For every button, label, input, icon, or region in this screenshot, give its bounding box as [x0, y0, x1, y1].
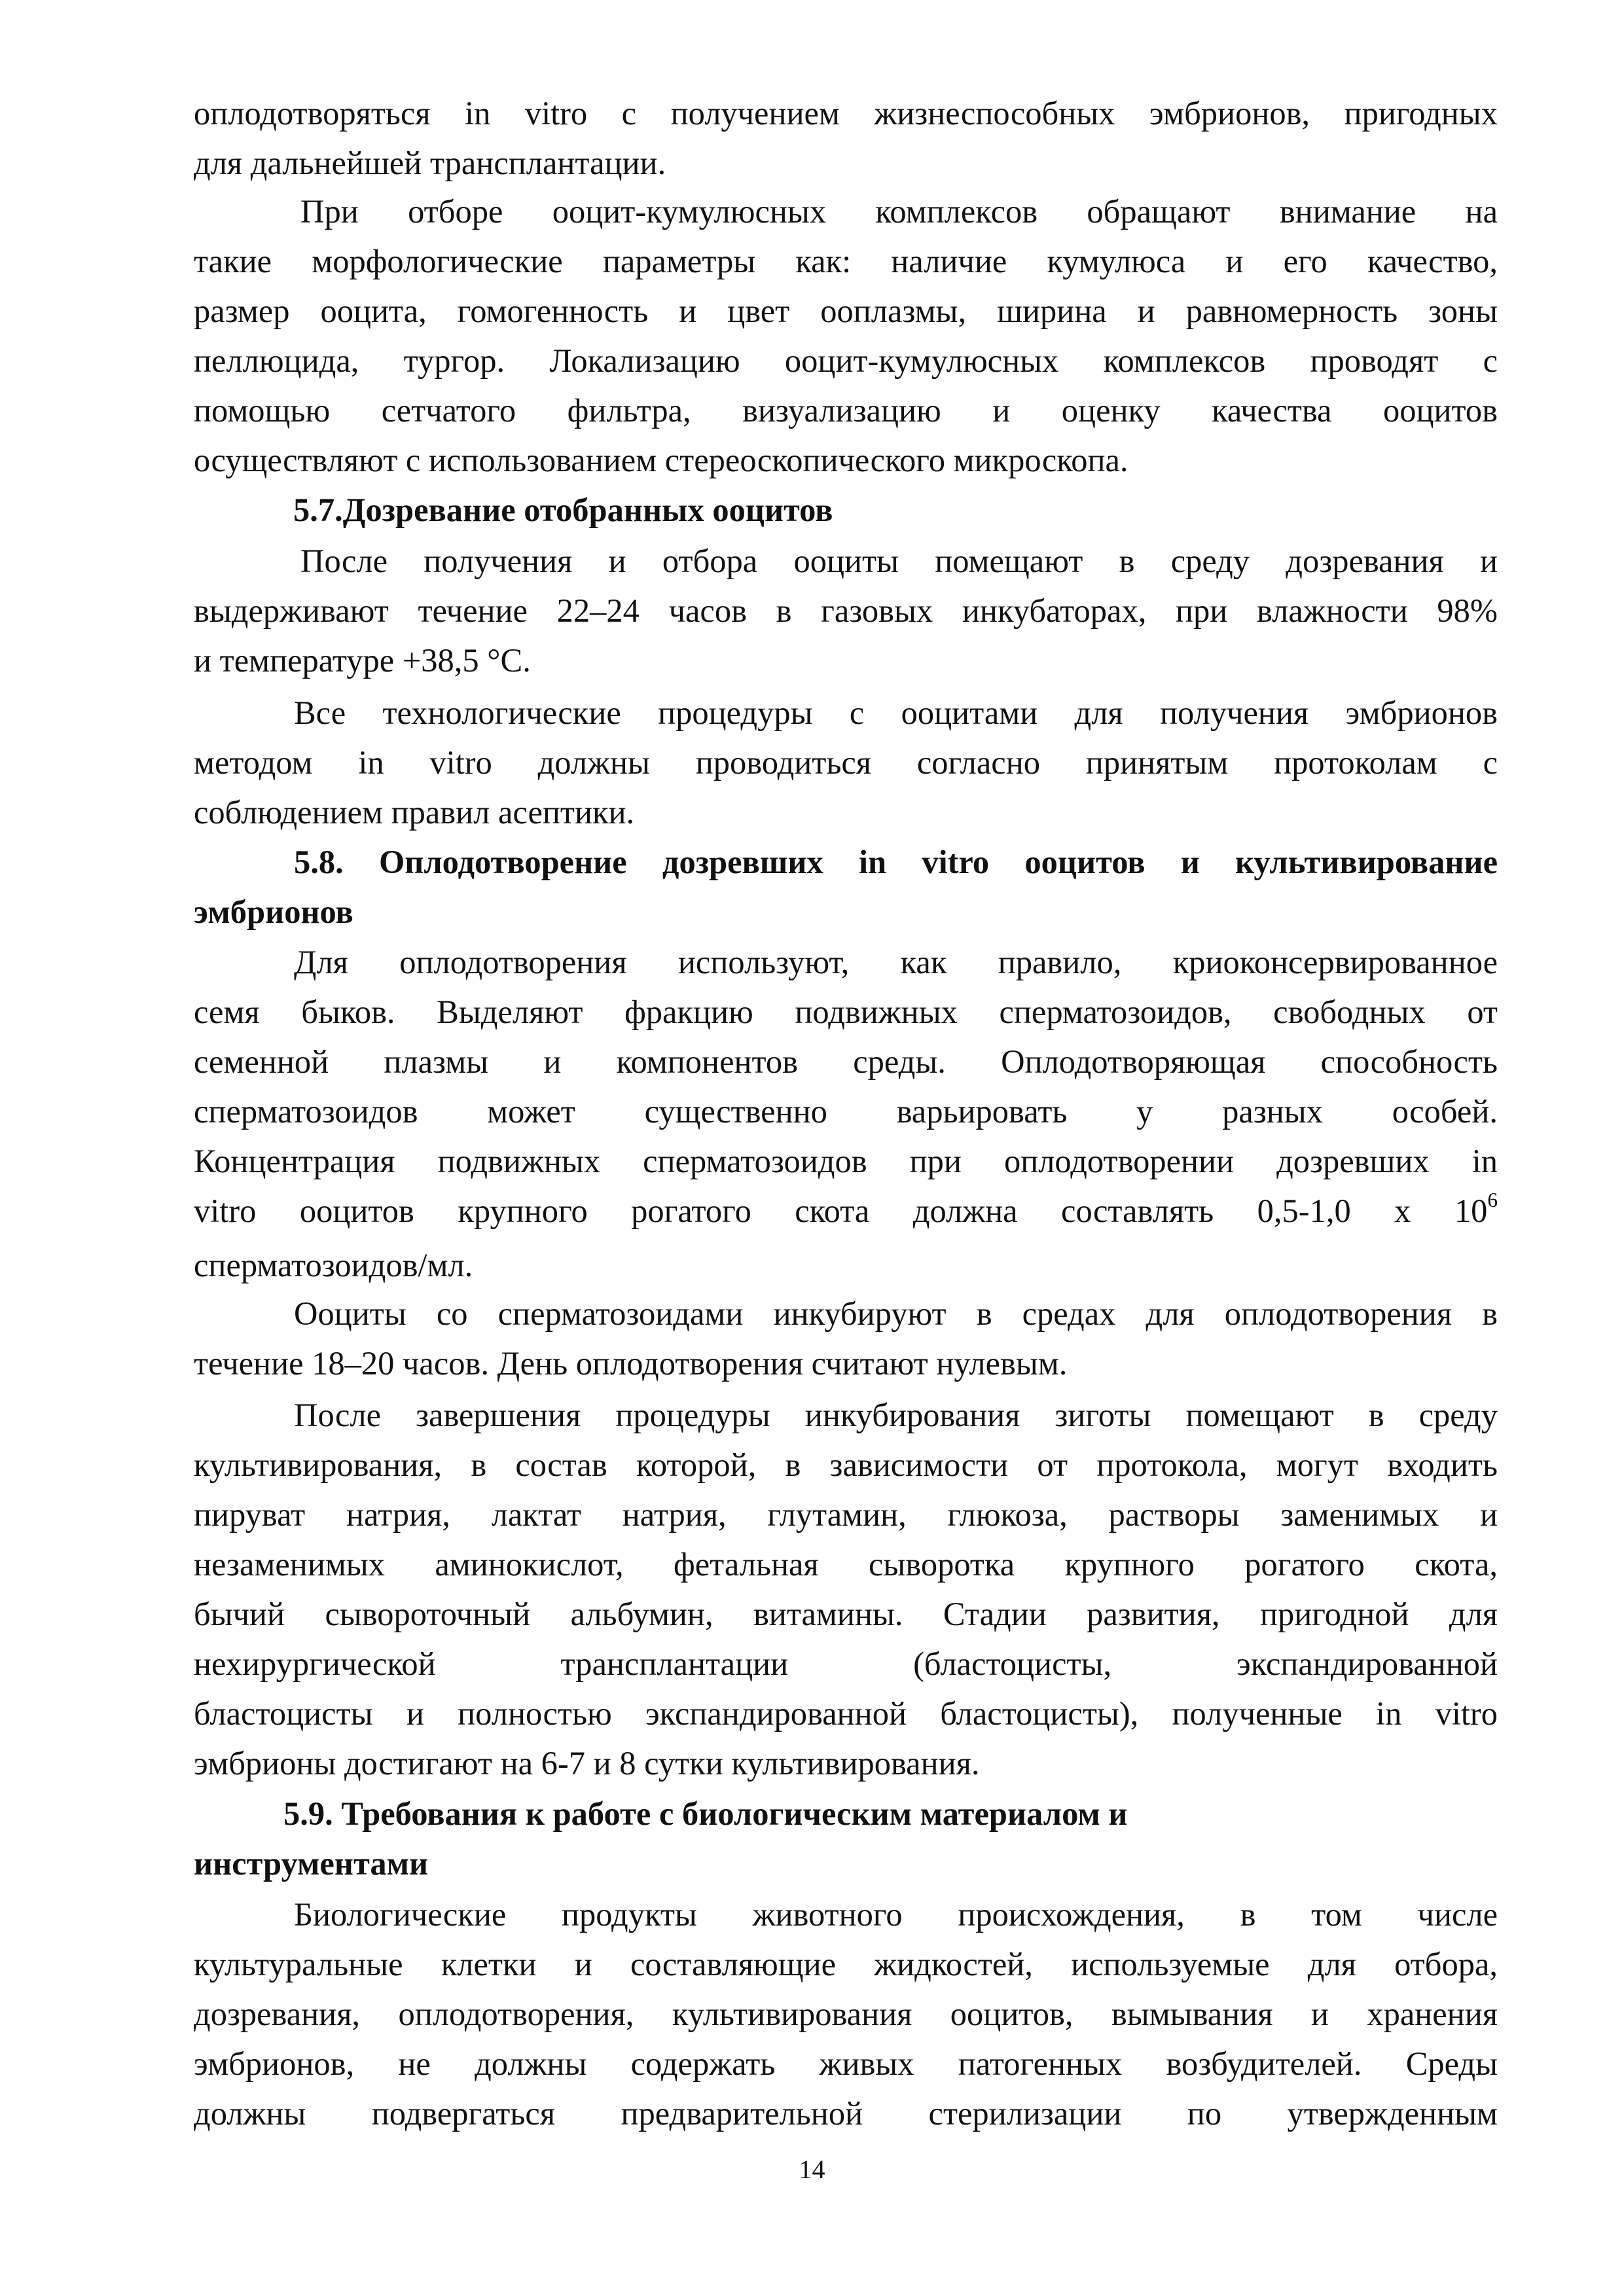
text-line: выдерживают течение 22–24 часов в газовых инкубаторах, при влажности 98%	[194, 592, 1498, 629]
paragraph-bio-material	[194, 1890, 1498, 2138]
paragraph-incubation	[194, 1289, 1498, 1388]
text-line: эмбрионы достигают на 6-7 и 8 сутки культивирования.	[194, 1745, 980, 1782]
text-line: соблюдением правил асептики.	[194, 794, 635, 831]
text-line: бластоцисты и полностью экспандированной бластоцисты), полученные in vitro	[194, 1695, 1498, 1732]
paragraph-fertilization	[194, 937, 1498, 1290]
paragraph-oocyte-selection	[194, 187, 1498, 485]
text-line: семенной плазмы и компонентов среды. Оплодотворяющая способность	[194, 1043, 1498, 1080]
text-line: Концентрация подвижных сперматозоидов при оплодотворении дозревших in	[194, 1143, 1498, 1179]
text-line: осуществляют с использованием стереоскопического микроскопа.	[194, 442, 1128, 478]
text-line: течение 18–20 часов. День оплодотворения считают нулевым.	[194, 1345, 1068, 1382]
text-line: Ооциты со сперматозоидами инкубируют в средах для оплодотворения в	[294, 1295, 1498, 1332]
text-line: незаменимых аминокислот, фетальная сыворотка крупного рогатого скота,	[194, 1546, 1498, 1583]
section-heading-5-7: 5.7.Дозревание отобранных ооцитов	[293, 492, 833, 528]
text-line: сперматозоидов/мл.	[194, 1247, 473, 1283]
text-line: пируват натрия, лактат натрия, глутамин, глюкоза, растворы заменимых и	[194, 1496, 1498, 1533]
text-line-with-exponent	[194, 1186, 1498, 1240]
paragraph-aseptic	[194, 688, 1498, 837]
text-line: При отборе ооцит-кумулюсных комплексов обращают внимание на	[300, 193, 1498, 230]
text-line: После получения и отбора ооциты помещают в среду дозревания и	[300, 543, 1498, 579]
text-line: Все технологические процедуры с ооцитами для получения эмбрионов	[294, 694, 1498, 731]
text-line: сперматозоидов может существенно варьировать у разных особей.	[194, 1093, 1498, 1130]
text-line: нехирургической трансплантации (бластоцисты, экспандированной	[194, 1645, 1498, 1682]
heading-line: эмбрионов	[194, 893, 353, 930]
exponent: 6	[1487, 1189, 1498, 1212]
text-line: Биологические продукты животного происхождения, в том числе	[294, 1896, 1498, 1933]
text-line: оплодотворяться in vitro с получением жизнеспособных эмбрионов, пригодных	[194, 95, 1498, 132]
text-line: эмбрионов, не должны содержать живых патогенных возбудителей. Среды	[194, 2045, 1498, 2082]
text-line: такие морфологические параметры как: наличие кумулюса и его качество,	[194, 243, 1498, 279]
heading-line: инструментами	[194, 1845, 429, 1882]
text-line: культивирования, в состав которой, в зависимости от протокола, могут входить	[194, 1446, 1498, 1483]
section-heading-5-9	[194, 1789, 1498, 1888]
text-line: для дальнейшей трансплантации.	[194, 145, 666, 181]
section-heading-5-8	[194, 837, 1498, 937]
text-line-content: vitro ооцитов крупного рогатого скота должна составлять 0,5-1,0 х 10	[194, 1193, 1488, 1229]
heading-line: 5.8. Оплодотворение дозревших in vitro ооцитов и культивирование	[294, 844, 1498, 880]
text-line: дозревания, оплодотворения, культивирования ооцитов, вымывания и хранения	[194, 1996, 1498, 2032]
text-line: помощью сетчатого фильтра, визуализацию и оценку качества ооцитов	[194, 392, 1498, 429]
text-line: размер ооцита, гомогенность и цвет ооплазмы, ширина и равномерность зоны	[194, 293, 1498, 329]
text-line: культуральные клетки и составляющие жидкостей, используемые для отбора,	[194, 1946, 1498, 1982]
paragraph-continuation	[194, 88, 1498, 188]
text-line: семя быков. Выделяют фракцию подвижных сперматозоидов, свободных от	[194, 994, 1498, 1030]
text-line: и температуре +38,5 °С.	[194, 642, 531, 679]
heading-line: 5.9. Требования к работе с биологическим материалом и	[283, 1795, 1128, 1832]
text-line: должны подвергаться предварительной стерилизации по утвержденным	[194, 2095, 1498, 2132]
page-number: 14	[799, 2155, 825, 2184]
paragraph-culture	[194, 1390, 1498, 1788]
text-line: пеллюцида, тургор. Локализацию ооцит-кумулюсных комплексов проводят с	[194, 342, 1498, 379]
text-line: Для оплодотворения используют, как правило, криоконсервированное	[294, 944, 1498, 980]
text-line: После завершения процедуры инкубирования зиготы помещают в среду	[294, 1397, 1498, 1433]
text-line: бычий сывороточный альбумин, витамины. Стадии развития, пригодной для	[194, 1596, 1498, 1632]
paragraph-maturation	[194, 536, 1498, 685]
text-line: методом in vitro должны проводиться согласно принятым протоколам с	[194, 744, 1498, 781]
